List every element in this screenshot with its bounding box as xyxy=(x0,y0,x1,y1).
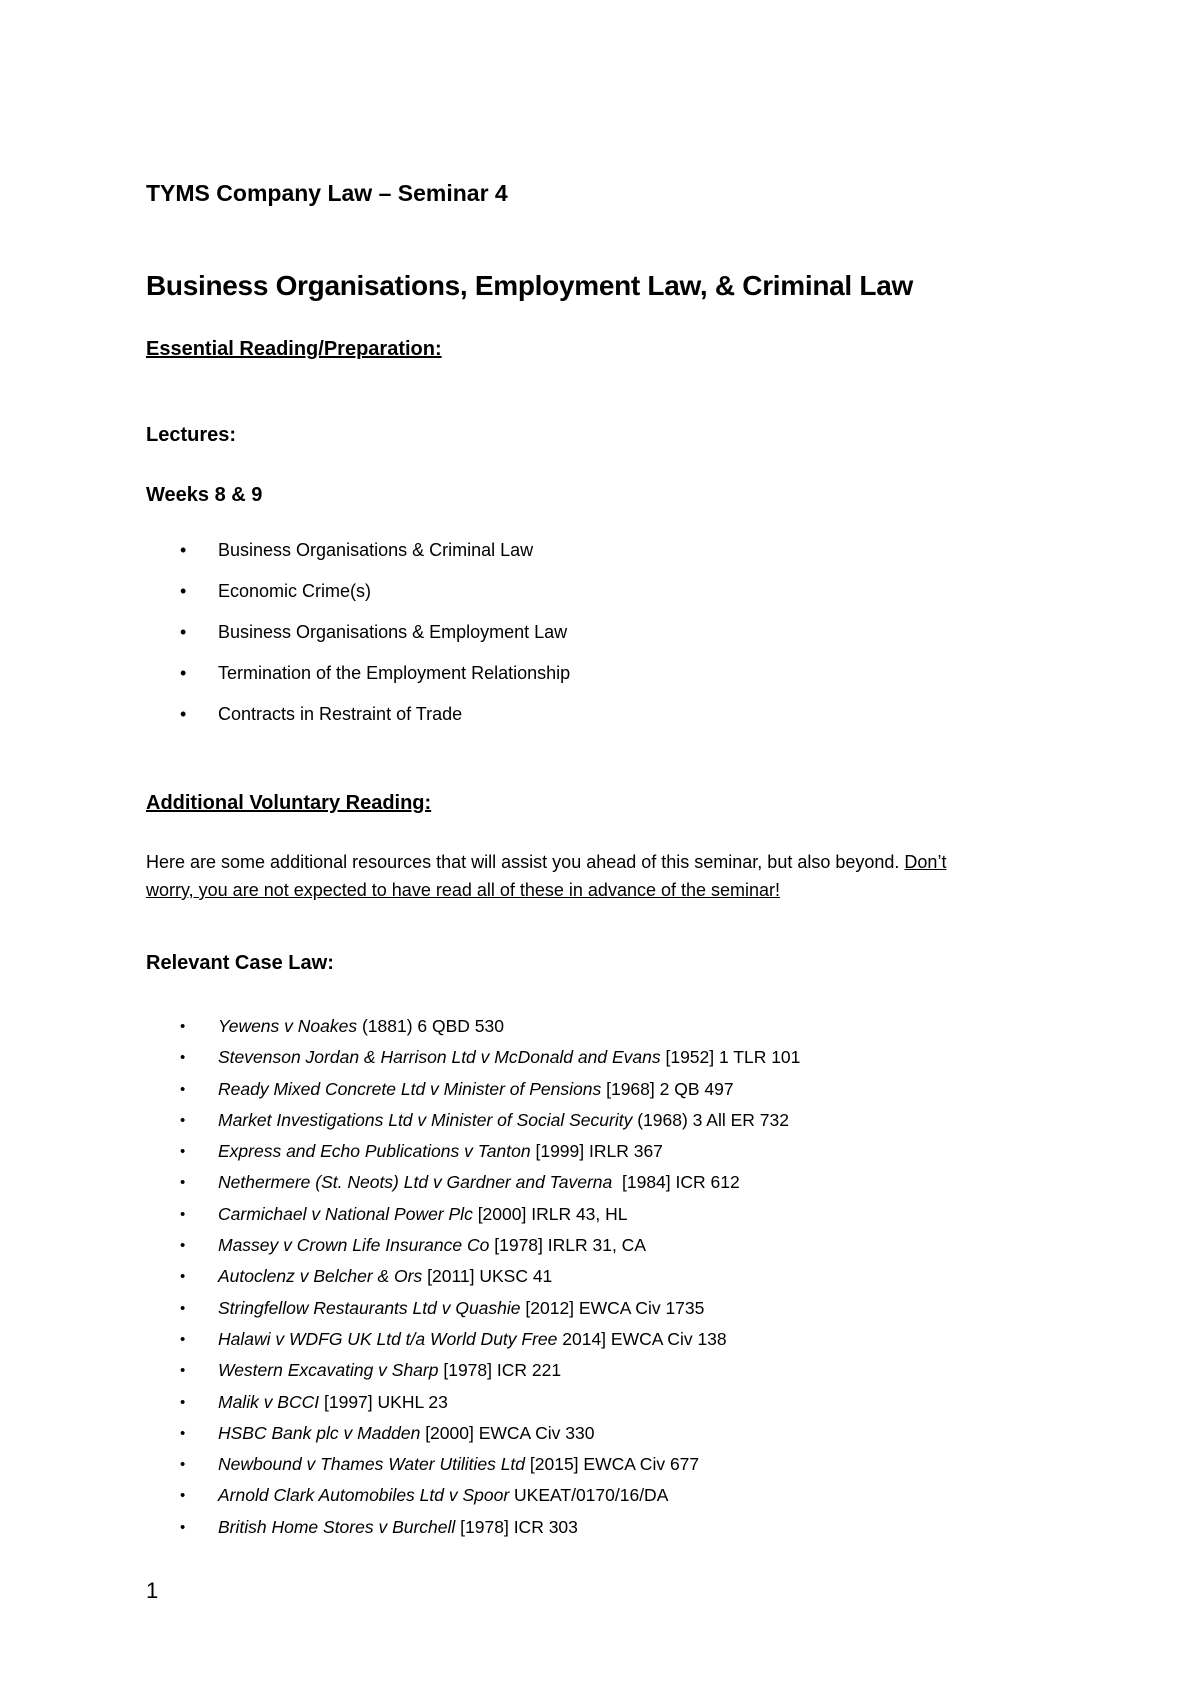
lecture-topic: Contracts in Restraint of Trade xyxy=(218,704,463,724)
case-name: Express and Echo Publications v Tanton xyxy=(218,1141,531,1162)
intro-text: Here are some additional resources that will assist you ahead of this seminar, but also beyond. xyxy=(146,852,905,872)
case-name: Stevenson Jordan & Harrison Ltd v McDonald and Evans xyxy=(218,1047,661,1068)
bullet-icon: • xyxy=(180,1018,186,1035)
lecture-topic-list xyxy=(180,540,570,745)
intro-paragraph-line-2: worry, you are not expected to have read all of these in advance of the seminar! xyxy=(146,880,781,900)
bullet-icon: • xyxy=(180,1330,186,1348)
bullet-icon: • xyxy=(180,1487,186,1505)
case-law-heading: Relevant Case Law: xyxy=(146,952,334,974)
case-citation: 2014] EWCA Civ 138 xyxy=(557,1328,727,1349)
bullet-icon: • xyxy=(180,1456,186,1474)
case-citation: [2000] EWCA Civ 330 xyxy=(420,1422,595,1443)
page-number: 1 xyxy=(146,1578,159,1603)
document-title: TYMS Company Law – Seminar 4 xyxy=(146,180,508,206)
case-name: Nethermere (St. Neots) Ltd v Gardner and Taverna xyxy=(218,1172,613,1193)
list-item xyxy=(180,1266,800,1297)
list-item xyxy=(180,1423,800,1454)
lecture-topic: Economic Crime(s) xyxy=(218,581,372,601)
case-citation: [1999] IRLR 367 xyxy=(530,1141,663,1162)
list-item xyxy=(180,622,570,663)
case-citation: [2015] EWCA Civ 677 xyxy=(525,1454,700,1475)
case-citation: [1978] IRLR 31, CA xyxy=(489,1235,646,1256)
bullet-icon: • xyxy=(180,1518,186,1536)
intro-underlined-text: Don’t xyxy=(904,852,947,872)
list-item xyxy=(180,1172,800,1203)
case-name: British Home Stores v Burchell xyxy=(218,1516,456,1537)
case-name: Carmichael v National Power Plc xyxy=(218,1203,473,1224)
list-item xyxy=(180,1141,800,1172)
additional-reading-heading: Additional Voluntary Reading: xyxy=(146,792,432,814)
case-citation: UKEAT/0170/16/DA xyxy=(509,1485,669,1506)
list-item xyxy=(180,581,570,622)
list-item xyxy=(180,1454,800,1485)
list-item xyxy=(180,540,570,581)
bullet-icon: • xyxy=(180,1299,186,1317)
main-heading: Business Organisations, Employment Law, & Criminal Law xyxy=(146,270,913,301)
list-item xyxy=(180,1298,800,1329)
case-name: Newbound v Thames Water Utilities Ltd xyxy=(218,1454,526,1475)
case-name: Yewens v Noakes xyxy=(218,1016,358,1036)
case-name: Arnold Clark Automobiles Ltd v Spoor xyxy=(218,1485,510,1506)
case-citation: [1978] ICR 303 xyxy=(455,1516,578,1537)
case-name: Massey v Crown Life Insurance Co xyxy=(218,1235,490,1256)
list-item xyxy=(180,704,570,745)
bullet-icon: • xyxy=(180,1111,186,1129)
lecture-topic: Termination of the Employment Relationship xyxy=(218,663,571,683)
bullet-icon: • xyxy=(180,1205,186,1223)
list-item xyxy=(180,1329,800,1360)
bullet-icon: • xyxy=(180,1362,186,1380)
bullet-icon: • xyxy=(180,663,187,683)
case-name: Halawi v WDFG UK Ltd t/a World Duty Free xyxy=(218,1328,558,1349)
list-item xyxy=(180,1392,800,1423)
bullet-icon: • xyxy=(180,622,187,642)
case-name: Stringfellow Restaurants Ltd v Quashie xyxy=(218,1297,521,1318)
lecture-topic: Business Organisations & Employment Law xyxy=(218,622,568,642)
case-citation: [1952] 1 TLR 101 xyxy=(660,1047,801,1068)
case-citation: [1997] UKHL 23 xyxy=(319,1391,448,1412)
list-item xyxy=(180,1360,800,1391)
bullet-icon: • xyxy=(180,1268,186,1286)
list-item xyxy=(180,1517,800,1548)
case-citation: [2011] UKSC 41 xyxy=(422,1266,553,1287)
list-item xyxy=(180,1047,800,1078)
case-law-list xyxy=(180,1016,800,1548)
list-item xyxy=(180,1235,800,1266)
list-item xyxy=(180,1079,800,1110)
bullet-icon: • xyxy=(180,1049,186,1067)
list-item xyxy=(180,1485,800,1516)
case-name: Western Excavating v Sharp xyxy=(218,1360,439,1381)
list-item xyxy=(180,1016,800,1047)
lectures-label: Lectures: xyxy=(146,424,237,446)
bullet-icon: • xyxy=(180,1424,186,1442)
list-item xyxy=(180,663,570,704)
bullet-icon: • xyxy=(180,581,187,601)
lecture-topic: Business Organisations & Criminal Law xyxy=(218,540,534,560)
bullet-icon: • xyxy=(180,1143,186,1161)
bullet-icon: • xyxy=(180,1080,186,1098)
case-name: Autoclenz v Belcher & Ors xyxy=(218,1266,423,1287)
bullet-icon: • xyxy=(180,704,187,724)
essential-reading-heading: Essential Reading/Preparation: xyxy=(146,338,442,360)
case-citation: [1978] ICR 221 xyxy=(438,1360,562,1381)
bullet-icon: • xyxy=(180,540,187,560)
case-citation: (1968) 3 All ER 732 xyxy=(632,1109,789,1130)
bullet-icon: • xyxy=(180,1174,186,1192)
case-name: HSBC Bank plc v Madden xyxy=(218,1422,421,1443)
list-item xyxy=(180,1204,800,1235)
weeks-label: Weeks 8 & 9 xyxy=(146,484,263,506)
case-name: Ready Mixed Concrete Ltd v Minister of Pensions xyxy=(218,1078,602,1099)
case-citation: [2000] IRLR 43, HL xyxy=(472,1203,628,1224)
bullet-icon: • xyxy=(180,1237,186,1255)
list-item xyxy=(180,1110,800,1141)
case-citation: [1984] ICR 612 xyxy=(612,1172,740,1193)
intro-paragraph-line-1 xyxy=(146,852,946,873)
case-citation: [1968] 2 QB 497 xyxy=(601,1078,734,1099)
bullet-icon: • xyxy=(180,1393,186,1411)
case-name: Malik v BCCI xyxy=(218,1391,320,1412)
case-citation: [2012] EWCA Civ 1735 xyxy=(520,1297,705,1318)
case-name: Market Investigations Ltd v Minister of Social Security xyxy=(218,1109,633,1130)
case-citation: (1881) 6 QBD 530 xyxy=(357,1016,504,1036)
